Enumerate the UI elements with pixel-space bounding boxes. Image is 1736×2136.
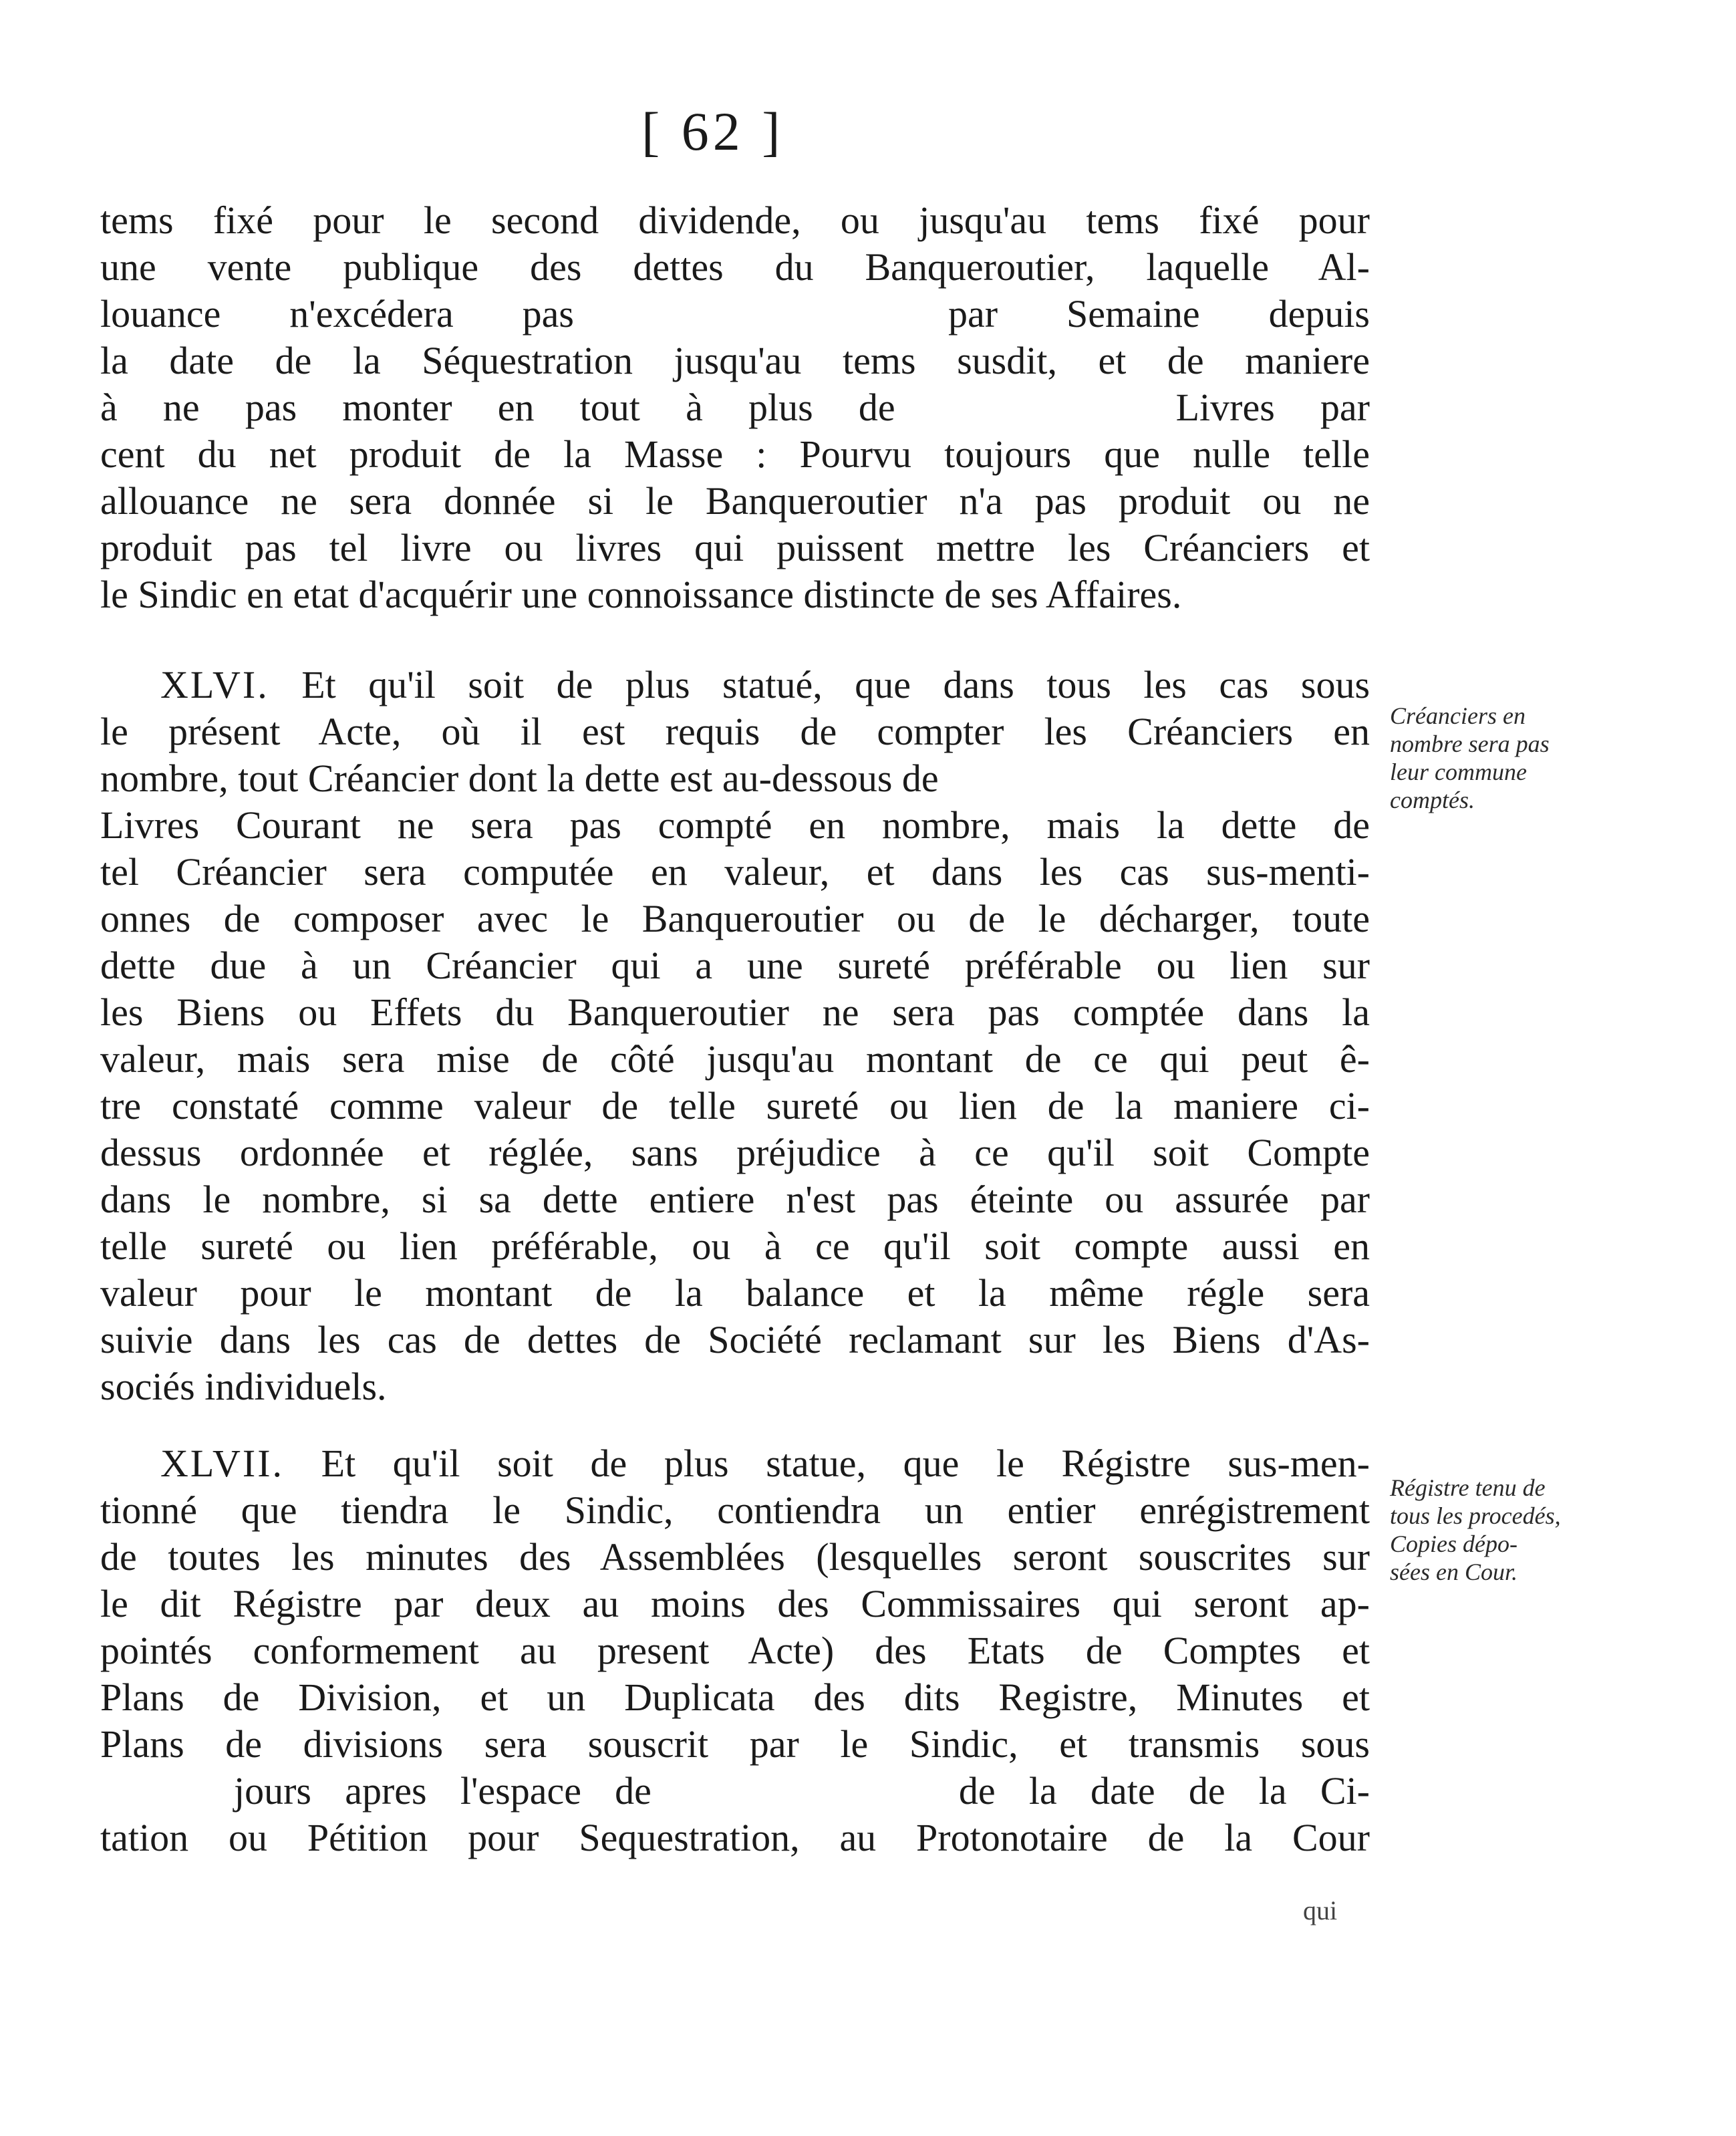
text-line: onnes de composer avec le Banqueroutier ou de le décharger, toute [100, 897, 1370, 940]
margin-note-line: comptés. [1390, 787, 1475, 813]
margin-note-line: nombre sera pas [1390, 730, 1550, 757]
text-line: tation ou Pétition pour Sequestration, au Protonotaire de la Cour [100, 1816, 1370, 1859]
section-46 [100, 662, 1370, 1410]
text-line: pointés conformement au present Acte) des Etats de Comptes et [100, 1629, 1370, 1672]
text-fragment: Livres par [1175, 386, 1370, 429]
text-line: suivie dans les cas de dettes de Société reclamant sur les Biens d'As- [100, 1318, 1370, 1361]
text-line: dette due à un Créancier qui a une sureté préférable ou lien sur [100, 944, 1370, 987]
text-line: telle sureté ou lien préférable, ou à ce qu'il soit compte aussi en [100, 1224, 1370, 1268]
text-line: valeur pour le montant de la balance et la même régle sera [100, 1271, 1370, 1315]
margin-note-section-46 [1390, 702, 1671, 814]
text-line: le dit Régistre par deux au moins des Commissaires qui seront ap- [100, 1582, 1370, 1625]
text-line: tems fixé pour le second dividende, ou jusqu'au tems fixé pour [100, 198, 1370, 242]
paragraph-continuation [100, 197, 1370, 618]
margin-note-line: Régistre tenu de [1390, 1474, 1546, 1501]
text-fragment: de la date de la Ci- [958, 1769, 1370, 1813]
section-47 [100, 1440, 1370, 1861]
margin-note-line: Copies dépo- [1390, 1530, 1517, 1557]
text-line: Plans de Division, et un Duplicata des dits Registre, Minutes et [100, 1676, 1370, 1719]
text-fragment: louance n'excédera pas [100, 292, 574, 336]
text-line: tel Créancier sera computée en valeur, et dans les cas sus-menti- [100, 850, 1370, 894]
text-line: dans le nombre, si sa dette entiere n'est pas éteinte ou assurée par [100, 1178, 1370, 1221]
margin-note-line: sées en Cour. [1390, 1559, 1517, 1585]
text-line: cent du net produit de la Masse : Pourvu toujours que nulle telle [100, 432, 1370, 476]
text-line-with-blank [100, 1768, 1370, 1815]
text-line: produit pas tel livre ou livres qui puissent mettre les Créanciers et [100, 526, 1370, 569]
text-line: une vente publique des dettes du Banqueroutier, laquelle Al- [100, 245, 1370, 289]
section-number: XLVI. [160, 663, 269, 706]
text-line: dessus ordonnée et réglée, sans préjudice à ce qu'il soit Compte [100, 1131, 1370, 1174]
margin-note-line: tous les procedés, [1390, 1502, 1561, 1529]
text-line: le présent Acte, où il est requis de compter les Créanciers en [100, 710, 1370, 753]
text-line: le Sindic en etat d'acquérir une connoissance distincte de ses Affaires. [100, 573, 1182, 616]
text-line: Livres Courant ne sera pas compté en nombre, mais la dette de [100, 803, 1370, 847]
text-fragment: à ne pas monter en tout à plus de [100, 386, 895, 429]
text-line-with-blank [100, 291, 1370, 338]
catchword: qui [1303, 1895, 1338, 1925]
text-fragment: Et qu'il soit de plus statué, que dans tous les cas sous [301, 663, 1370, 706]
text-line: valeur, mais sera mise de côté jusqu'au montant de ce qui peut ê- [100, 1037, 1370, 1081]
text-fragment: jours apres l'espace de [234, 1769, 652, 1813]
text-line-with-blank [100, 384, 1370, 431]
section-heading-line [100, 662, 1370, 708]
text-line: tionné que tiendra le Sindic, contiendra un entier enrégistrement [100, 1488, 1370, 1532]
margin-note-line: Créanciers en [1390, 702, 1526, 729]
text-line: les Biens ou Effets du Banqueroutier ne sera pas comptée dans la [100, 990, 1370, 1034]
margin-note-section-47 [1390, 1474, 1671, 1586]
text-line: tre constaté comme valeur de telle sureté ou lien de la maniere ci- [100, 1084, 1370, 1127]
text-line: de toutes les minutes des Assemblées (lesquelles seront souscrites sur [100, 1535, 1370, 1579]
section-number: XLVII. [160, 1442, 285, 1485]
text-line: Plans de divisions sera souscrit par le Sindic, et transmis sous [100, 1722, 1370, 1766]
text-fragment: Et qu'il soit de plus statue, que le Régistre sus-men- [321, 1442, 1370, 1485]
text-line: allouance ne sera donnée si le Banqueroutier n'a pas produit ou ne [100, 479, 1370, 523]
text-line: sociés individuels. [100, 1365, 387, 1408]
text-fragment: par Semaine depuis [948, 292, 1370, 336]
text-line: la date de la Séquestration jusqu'au tems susdit, et de maniere [100, 339, 1370, 382]
page-number: [ 62 ] [641, 101, 784, 162]
margin-note-line: leur commune [1390, 759, 1527, 785]
section-heading-line [100, 1440, 1370, 1487]
text-line: nombre, tout Créancier dont la dette est au-dessous de [100, 757, 939, 800]
